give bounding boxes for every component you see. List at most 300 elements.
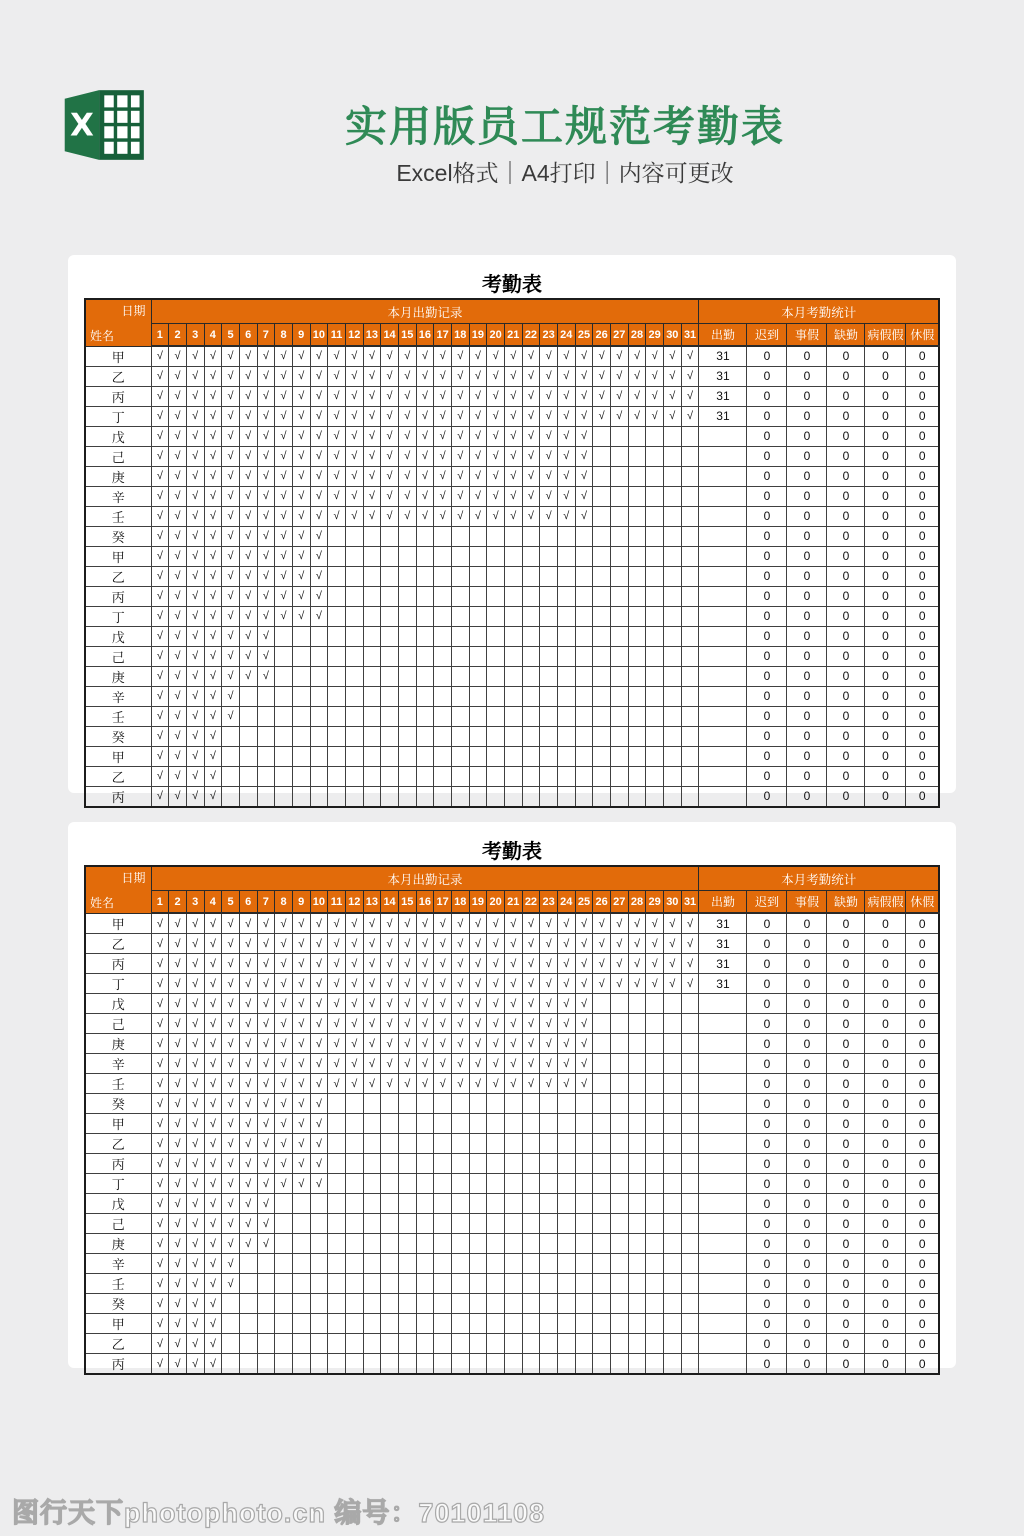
stat-cell: 0 [787, 1074, 827, 1094]
day-cell: √ [257, 666, 275, 686]
stat-cell: 0 [906, 366, 939, 386]
day-cell [646, 606, 664, 626]
day-cell: √ [363, 366, 381, 386]
day-cell [451, 1354, 469, 1375]
day-header-cell: 13 [363, 891, 381, 914]
day-cell [469, 1154, 487, 1174]
day-cell: √ [328, 913, 346, 934]
day-cell [434, 646, 452, 666]
day-cell [663, 646, 681, 666]
record-header: 本月出勤记录 [151, 866, 699, 891]
day-cell [292, 1274, 310, 1294]
day-cell: √ [275, 606, 293, 626]
day-cell: √ [275, 1094, 293, 1114]
day-cell [646, 526, 664, 546]
day-cell [663, 526, 681, 546]
day-cell [557, 586, 575, 606]
day-cell: √ [593, 934, 611, 954]
day-cell [416, 1134, 434, 1154]
stat-cell [699, 606, 747, 626]
day-cell: √ [363, 506, 381, 526]
day-cell: √ [186, 1014, 204, 1034]
day-cell: √ [310, 406, 328, 426]
day-cell [575, 606, 593, 626]
day-cell: √ [451, 1054, 469, 1074]
day-cell [451, 546, 469, 566]
day-cell: √ [186, 934, 204, 954]
day-cell [310, 1314, 328, 1334]
day-cell [610, 746, 628, 766]
day-cell: √ [204, 506, 222, 526]
day-cell [681, 1354, 699, 1375]
day-cell: √ [186, 466, 204, 486]
day-cell [575, 666, 593, 686]
stat-cell: 0 [747, 1094, 787, 1114]
day-cell: √ [469, 1074, 487, 1094]
day-cell: √ [310, 1034, 328, 1054]
stat-cell: 31 [699, 954, 747, 974]
day-cell: √ [275, 446, 293, 466]
attendance-row [85, 1334, 939, 1354]
day-cell: √ [540, 913, 558, 934]
day-cell [663, 1094, 681, 1114]
day-cell: √ [398, 934, 416, 954]
day-cell: √ [204, 366, 222, 386]
day-cell: √ [169, 913, 187, 934]
stat-cell: 0 [827, 346, 865, 366]
day-cell [557, 1114, 575, 1134]
day-cell [593, 1294, 611, 1314]
day-cell: √ [151, 766, 169, 786]
day-cell: √ [151, 446, 169, 466]
day-cell: √ [204, 526, 222, 546]
day-cell: √ [151, 466, 169, 486]
day-cell [593, 446, 611, 466]
day-cell: √ [275, 994, 293, 1014]
day-cell [646, 1194, 664, 1214]
day-cell: √ [310, 1094, 328, 1114]
day-cell [522, 1114, 540, 1134]
attendance-row [85, 446, 939, 466]
day-cell: √ [328, 954, 346, 974]
day-header-cell: 30 [663, 324, 681, 347]
day-cell: √ [151, 1134, 169, 1154]
day-cell [345, 726, 363, 746]
day-cell [275, 646, 293, 666]
day-cell: √ [646, 366, 664, 386]
day-cell: √ [186, 1254, 204, 1274]
stat-cell [699, 626, 747, 646]
day-cell [381, 606, 399, 626]
day-cell: √ [204, 1014, 222, 1034]
day-header-cell: 21 [504, 891, 522, 914]
day-cell: √ [204, 766, 222, 786]
day-cell [292, 1254, 310, 1274]
day-cell: √ [469, 974, 487, 994]
day-cell [469, 666, 487, 686]
day-cell: √ [151, 954, 169, 974]
day-cell [575, 1214, 593, 1234]
stat-cell: 0 [827, 1054, 865, 1074]
corner-label-date: 日期 [121, 871, 146, 885]
stat-cell: 0 [906, 1314, 939, 1334]
day-cell: √ [487, 994, 505, 1014]
day-cell: √ [222, 546, 240, 566]
stat-cell: 0 [827, 1134, 865, 1154]
day-cell [522, 766, 540, 786]
day-cell [610, 686, 628, 706]
day-cell: √ [557, 466, 575, 486]
day-cell: √ [610, 386, 628, 406]
day-cell: √ [186, 766, 204, 786]
stat-cell: 0 [787, 1014, 827, 1034]
day-cell [540, 526, 558, 546]
day-cell [381, 1274, 399, 1294]
day-cell: √ [575, 406, 593, 426]
day-cell [522, 1154, 540, 1174]
day-cell: √ [540, 1054, 558, 1074]
day-cell [610, 726, 628, 746]
day-cell: √ [610, 913, 628, 934]
day-cell [363, 1194, 381, 1214]
day-cell [451, 706, 469, 726]
stat-cell: 0 [865, 1074, 906, 1094]
day-cell: √ [504, 1014, 522, 1034]
stat-header-cell: 迟到 [747, 324, 787, 347]
day-cell [434, 766, 452, 786]
day-cell: √ [275, 1014, 293, 1034]
day-cell [239, 1274, 257, 1294]
day-cell: √ [575, 366, 593, 386]
stats-header: 本月考勤统计 [699, 299, 939, 324]
employee-name-cell: 己 [85, 1214, 151, 1234]
stat-cell: 0 [865, 1094, 906, 1114]
attendance-row [85, 526, 939, 546]
day-cell [610, 566, 628, 586]
day-cell: √ [169, 346, 187, 366]
day-cell [575, 526, 593, 546]
stat-cell [699, 1134, 747, 1154]
day-cell [628, 1154, 646, 1174]
day-cell [628, 1014, 646, 1034]
day-cell [434, 586, 452, 606]
day-cell [416, 1254, 434, 1274]
stat-cell: 0 [787, 1234, 827, 1254]
day-cell: √ [434, 446, 452, 466]
stat-cell: 0 [787, 1154, 827, 1174]
day-cell [628, 506, 646, 526]
day-cell: √ [204, 786, 222, 807]
day-cell [363, 666, 381, 686]
day-cell [363, 1134, 381, 1154]
day-cell: √ [434, 486, 452, 506]
attendance-row [85, 1254, 939, 1274]
day-cell [504, 666, 522, 686]
day-cell [557, 706, 575, 726]
attendance-row [85, 746, 939, 766]
attendance-row [85, 1014, 939, 1034]
day-cell: √ [169, 934, 187, 954]
day-cell: √ [151, 526, 169, 546]
day-cell: √ [292, 1094, 310, 1114]
day-cell: √ [169, 1214, 187, 1234]
day-cell [646, 786, 664, 807]
day-cell [522, 1134, 540, 1154]
day-cell [540, 1234, 558, 1254]
day-cell: √ [363, 954, 381, 974]
day-cell: √ [151, 1274, 169, 1294]
day-cell: √ [186, 1054, 204, 1074]
employee-name-cell: 甲 [85, 913, 151, 934]
day-cell: √ [257, 934, 275, 954]
day-cell [345, 566, 363, 586]
stat-cell: 0 [865, 626, 906, 646]
day-cell: √ [504, 1074, 522, 1094]
day-cell: √ [204, 1354, 222, 1375]
day-cell [681, 1074, 699, 1094]
day-cell [593, 1054, 611, 1074]
day-cell: √ [151, 1294, 169, 1314]
day-cell: √ [169, 1134, 187, 1154]
day-cell [610, 426, 628, 446]
day-cell [292, 1214, 310, 1234]
employee-name-cell: 戊 [85, 426, 151, 446]
stat-cell: 0 [747, 766, 787, 786]
day-cell [681, 1254, 699, 1274]
day-cell [593, 766, 611, 786]
stat-cell: 0 [747, 913, 787, 934]
day-cell [575, 786, 593, 807]
stat-cell: 0 [747, 506, 787, 526]
day-header-cell: 3 [186, 891, 204, 914]
day-cell [504, 1274, 522, 1294]
stat-cell: 0 [827, 526, 865, 546]
day-cell [239, 1294, 257, 1314]
stat-cell: 0 [747, 666, 787, 686]
day-cell: √ [169, 1114, 187, 1134]
stat-cell [699, 586, 747, 606]
day-cell: √ [345, 1014, 363, 1034]
day-cell [434, 686, 452, 706]
day-cell [398, 766, 416, 786]
day-cell: √ [540, 426, 558, 446]
day-cell: √ [186, 1114, 204, 1134]
page-subtitle: Excel格式｜A4打印｜内容可更改 [396, 160, 734, 186]
day-header-cell: 31 [681, 891, 699, 914]
day-cell [487, 1174, 505, 1194]
day-cell: √ [222, 386, 240, 406]
day-cell: √ [681, 934, 699, 954]
day-cell [504, 1134, 522, 1154]
day-cell: √ [451, 974, 469, 994]
attendance-row [85, 786, 939, 807]
stat-cell [699, 1054, 747, 1074]
day-cell: √ [681, 366, 699, 386]
stat-cell: 0 [906, 346, 939, 366]
day-cell [681, 1314, 699, 1334]
day-cell: √ [434, 366, 452, 386]
day-cell: √ [151, 1074, 169, 1094]
day-cell: √ [575, 954, 593, 974]
day-cell: √ [257, 1074, 275, 1094]
day-cell [381, 706, 399, 726]
day-cell [575, 766, 593, 786]
stat-cell: 0 [827, 626, 865, 646]
day-cell [275, 1234, 293, 1254]
day-cell [681, 666, 699, 686]
day-cell [398, 1154, 416, 1174]
day-cell: √ [151, 566, 169, 586]
stat-cell: 0 [865, 1014, 906, 1034]
day-cell [345, 1274, 363, 1294]
day-cell [610, 1214, 628, 1234]
stat-cell: 0 [865, 486, 906, 506]
day-cell [487, 626, 505, 646]
day-cell: √ [434, 954, 452, 974]
day-cell: √ [557, 913, 575, 934]
day-cell [434, 546, 452, 566]
day-cell: √ [540, 386, 558, 406]
day-cell [504, 726, 522, 746]
day-cell [345, 586, 363, 606]
day-cell: √ [292, 426, 310, 446]
day-cell: √ [345, 1074, 363, 1094]
day-cell [681, 1154, 699, 1174]
day-cell: √ [151, 506, 169, 526]
day-cell: √ [363, 934, 381, 954]
day-cell: √ [416, 486, 434, 506]
day-cell [292, 1354, 310, 1375]
day-cell: √ [610, 974, 628, 994]
day-cell [363, 1334, 381, 1354]
day-cell [328, 666, 346, 686]
day-cell [540, 1174, 558, 1194]
day-cell [363, 1254, 381, 1274]
day-cell: √ [416, 974, 434, 994]
day-cell: √ [345, 406, 363, 426]
day-cell [416, 766, 434, 786]
day-header-cell: 27 [610, 324, 628, 347]
day-cell [610, 1234, 628, 1254]
day-cell: √ [398, 446, 416, 466]
day-cell [451, 1254, 469, 1274]
day-cell: √ [381, 954, 399, 974]
day-cell [381, 526, 399, 546]
day-header-cell: 23 [540, 891, 558, 914]
day-cell [398, 1294, 416, 1314]
stat-cell: 0 [827, 606, 865, 626]
day-cell: √ [292, 1014, 310, 1034]
stat-cell: 0 [827, 1014, 865, 1034]
day-cell [416, 1174, 434, 1194]
stat-cell: 0 [747, 1054, 787, 1074]
day-cell: √ [151, 426, 169, 446]
day-header-cell: 19 [469, 891, 487, 914]
day-cell: √ [169, 666, 187, 686]
day-cell: √ [416, 366, 434, 386]
day-cell [681, 726, 699, 746]
day-cell [363, 746, 381, 766]
day-cell: √ [557, 386, 575, 406]
day-cell: √ [451, 406, 469, 426]
day-cell: √ [151, 994, 169, 1014]
day-cell [416, 1094, 434, 1114]
day-cell [310, 646, 328, 666]
day-cell [540, 766, 558, 786]
day-cell [557, 786, 575, 807]
stat-header-cell: 出勤 [699, 891, 747, 914]
day-cell [416, 666, 434, 686]
day-cell [663, 466, 681, 486]
day-cell [593, 466, 611, 486]
day-cell: √ [575, 913, 593, 934]
day-cell: √ [487, 446, 505, 466]
day-cell [540, 1294, 558, 1314]
day-cell [663, 686, 681, 706]
day-header-cell: 2 [169, 324, 187, 347]
day-cell: √ [487, 913, 505, 934]
day-cell [504, 1094, 522, 1114]
stat-cell: 0 [865, 1294, 906, 1314]
day-cell: √ [310, 954, 328, 974]
day-cell [646, 1214, 664, 1234]
day-cell: √ [363, 486, 381, 506]
day-cell [593, 1354, 611, 1375]
day-header-cell: 18 [451, 324, 469, 347]
day-cell: √ [328, 446, 346, 466]
day-cell: √ [186, 1234, 204, 1254]
day-cell: √ [345, 934, 363, 954]
day-cell [522, 1334, 540, 1354]
day-cell: √ [663, 386, 681, 406]
day-header-cell: 11 [328, 324, 346, 347]
day-cell: √ [222, 1254, 240, 1274]
employee-name-cell: 己 [85, 646, 151, 666]
day-cell [310, 1334, 328, 1354]
day-cell: √ [222, 1194, 240, 1214]
day-cell: √ [151, 586, 169, 606]
day-cell: √ [239, 954, 257, 974]
attendance-row [85, 706, 939, 726]
day-cell: √ [451, 486, 469, 506]
day-cell: √ [557, 446, 575, 466]
day-cell: √ [292, 994, 310, 1014]
day-cell [451, 746, 469, 766]
stat-cell: 0 [787, 913, 827, 934]
day-cell: √ [186, 426, 204, 446]
day-header-cell: 22 [522, 891, 540, 914]
day-cell [381, 626, 399, 646]
day-cell: √ [151, 786, 169, 807]
day-cell: √ [593, 346, 611, 366]
day-cell [257, 786, 275, 807]
day-cell: √ [186, 546, 204, 566]
day-cell [504, 1354, 522, 1375]
day-cell [328, 1314, 346, 1334]
day-cell: √ [646, 406, 664, 426]
page-title: 实用版员工规范考勤表 [344, 103, 785, 150]
day-cell [487, 1134, 505, 1154]
day-cell: √ [646, 974, 664, 994]
day-cell: √ [310, 546, 328, 566]
day-header-cell: 20 [487, 324, 505, 347]
attendance-row [85, 586, 939, 606]
attendance-row [85, 1034, 939, 1054]
day-cell: √ [222, 934, 240, 954]
day-cell: √ [222, 446, 240, 466]
day-cell [345, 1174, 363, 1194]
day-cell: √ [434, 1014, 452, 1034]
